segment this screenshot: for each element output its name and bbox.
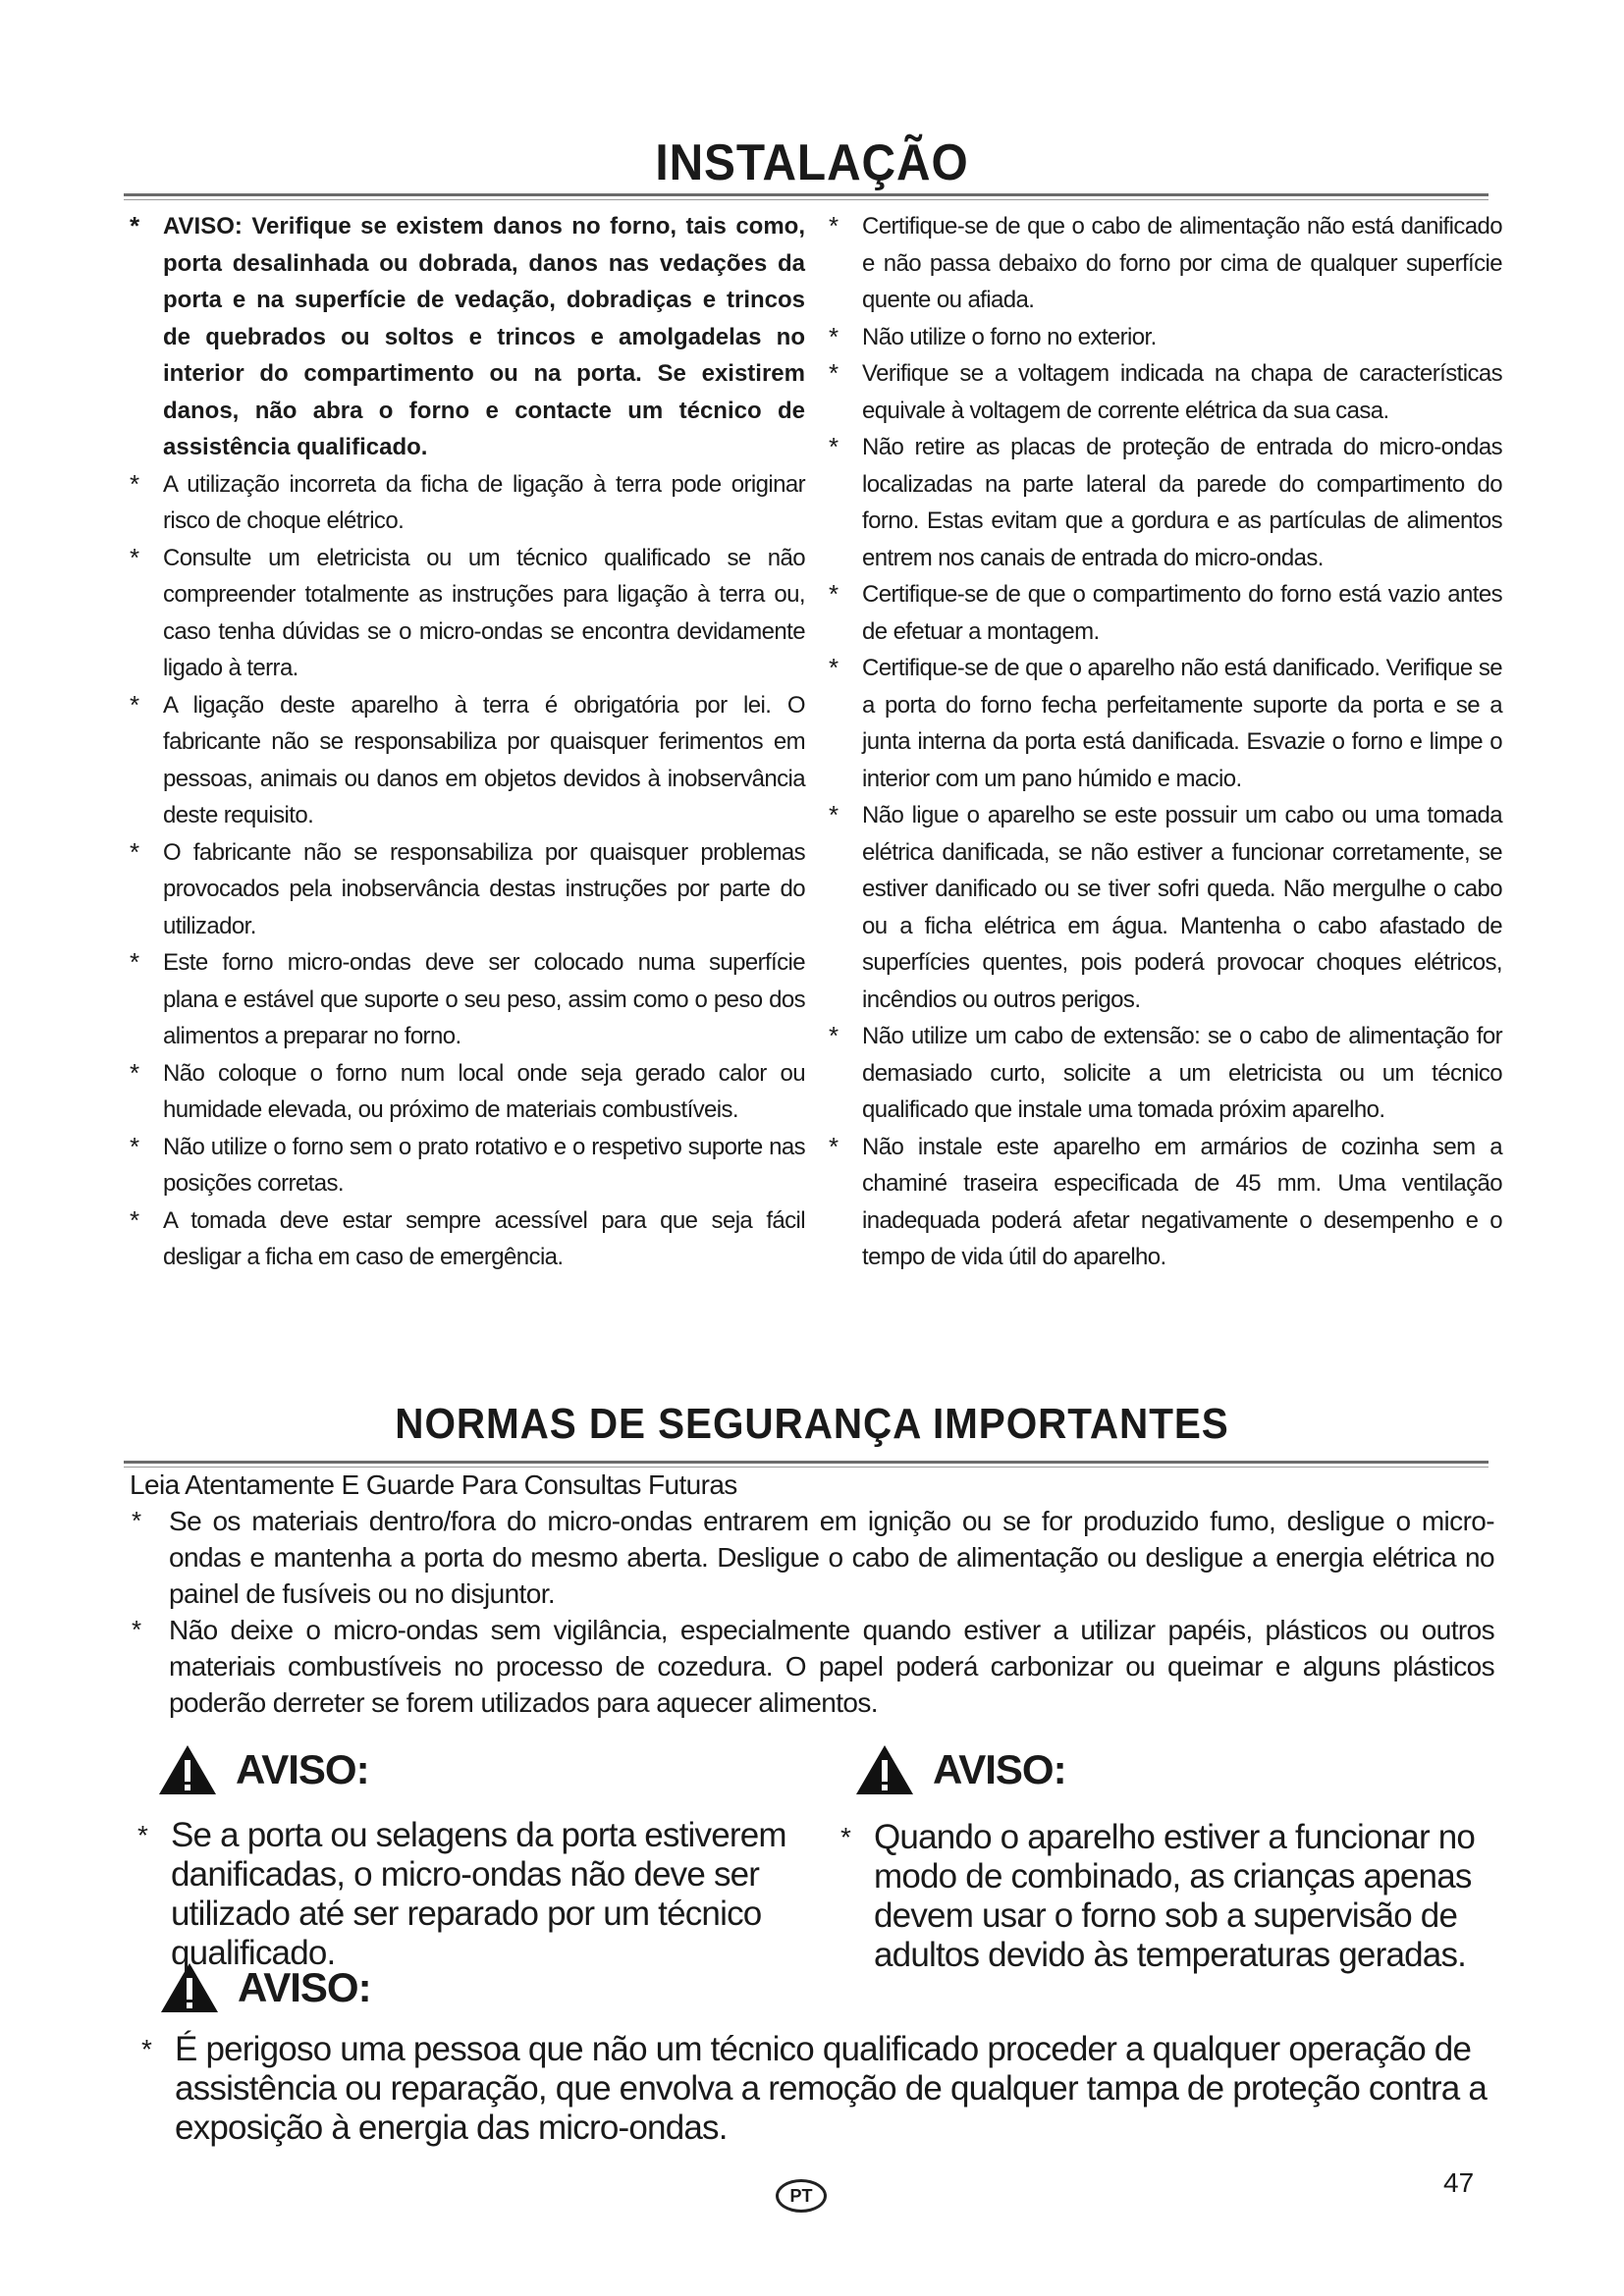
bullet-star: * — [130, 1057, 139, 1088]
list-item: * Verifique se a voltagem indicada na chapa de características equivale à voltagem de corrente elétrica da sua casa. — [825, 355, 1502, 429]
bullet-star: * — [130, 542, 139, 572]
bullet-star: * — [829, 1131, 839, 1161]
bullet-star: * — [829, 1021, 839, 1050]
bullet-star: * — [130, 1204, 139, 1235]
warning-text-block — [132, 1816, 809, 1973]
bullet-star: * — [829, 800, 839, 829]
safety-intro: Leia Atentamente E Guarde Para Consultas Futuras — [130, 1469, 737, 1500]
list-item: * Quando o aparelho estiver a funcionar no modo de combinado, as crianças apenas devem usar o forno sob a supervisão de adultos devido às temperaturas geradas. — [840, 1818, 1476, 1974]
warning-heading — [157, 1743, 369, 1796]
bullet-star: * — [130, 211, 140, 240]
bullet-star: * — [130, 468, 139, 499]
bullet-star: * — [829, 432, 839, 461]
warning-heading — [854, 1743, 1066, 1796]
warning-triangle-icon — [159, 1961, 220, 2014]
installation-right-column — [825, 208, 1502, 1276]
list-item: * É perigoso uma pessoa que não um técnico qualificado proceder a qualquer operação de assistência ou reparação, que envolva a remoção de qualquer tampa de proteção contra a exposição à energia das micro-ondas. — [141, 2030, 1487, 2147]
list-item: * Não ligue o aparelho se este possuir um cabo ou uma tomada elétrica danificada, se não estiver a funcionar corretamente, se estiver danificado ou se tiver sofri queda. Não mergulhe o cabo ou a ficha elétrica em água. Mantenha o cabo afastado de superfícies quentes, pois poderá provocar choques elétricos, incêndios ou outros perigos. — [825, 797, 1502, 1018]
safety-heading: NORMAS DE SEGURANÇA IMPORTANTES — [395, 1400, 1229, 1448]
bullet-star: * — [130, 947, 139, 977]
warning-triangle-icon — [854, 1743, 915, 1796]
bullet-star: * — [132, 1506, 141, 1535]
list-item: * Não retire as placas de proteção de entrada do micro-ondas localizadas na parte lateral da parede do compartimento do forno. Estas evitam que a gordura e as partículas de alimentos entrem nos canais de entrada do micro-ondas. — [825, 429, 1502, 576]
list-item: * Se a porta ou selagens da porta estiverem danificadas, o micro-ondas não deve ser utilizado até ser reparado por um técnico qualificado. — [137, 1816, 786, 1972]
bullet-star: * — [130, 689, 139, 720]
list-item: * Não utilize o forno sem o prato rotativo e o respetivo suporte nas posições corretas. — [126, 1129, 805, 1202]
bullet-star: * — [137, 1820, 148, 1850]
installation-heading: INSTALAÇÃO — [655, 134, 969, 191]
bullet-star: * — [829, 321, 839, 351]
bullet-star: * — [829, 211, 839, 240]
list-item: * AVISO: Verifique se existem danos no forno, tais como, porta desalinhada ou dobrada, danos nas vedações da porta e na superfície de vedação, dobradiças e trincos de quebrados ou soltos e trincos e amolgadelas no interior do compartimento ou na porta. Se existirem danos, não abra o forno e contacte um técnico de assistência qualificado. — [126, 208, 805, 466]
safety-section — [130, 1467, 1494, 1721]
warning-triangle-icon — [157, 1743, 218, 1796]
list-item: * Consulte um eletricista ou um técnico qualificado se não compreender totalmente as instruções para ligação à terra ou, caso tenha dúvidas se o micro-ondas se encontra devidamente ligado à terra. — [126, 540, 805, 687]
list-item: * Certifique-se de que o aparelho não está danificado. Verifique se a porta do forno fecha perfeitamente suporte da porta e se a junta interna da porta está danificada. Esvazie o forno e limpe o interior com um pano húmido e macio. — [825, 650, 1502, 797]
warning-title: AVISO: — [933, 1746, 1066, 1792]
list-item: * Certifique-se de que o cabo de alimentação não está danificado e não passa debaixo do forno por cima de qualquer superfície quente ou afiada. — [825, 208, 1502, 319]
bullet-star: * — [130, 1131, 139, 1161]
bullet-star: * — [130, 836, 139, 867]
warning-title: AVISO: — [236, 1746, 369, 1792]
installation-left-column — [126, 208, 805, 1276]
bullet-star: * — [840, 1822, 851, 1852]
list-item: * Se os materiais dentro/fora do micro-ondas entrarem em ignição ou se for produzido fumo, desligue o micro-ondas e mantenha a porta do mesmo aberta. Desligue o cabo de alimentação ou desligue a energia elétrica no painel de fusíveis ou no disjuntor. — [130, 1503, 1494, 1612]
bullet-star: * — [141, 2034, 152, 2064]
list-item: * A ligação deste aparelho à terra é obrigatória por lei. O fabricante não se responsabiliza por quaisquer ferimentos em pessoas, animais ou danos em objetos devidos à inobservância deste requisito. — [126, 687, 805, 834]
list-item: * Certifique-se de que o compartimento do forno está vazio antes de efetuar a montagem. — [825, 576, 1502, 650]
list-item: * Não utilize o forno no exterior. — [825, 319, 1502, 356]
bullet-star: * — [132, 1615, 141, 1644]
list-item: * Este forno micro-ondas deve ser colocado numa superfície plana e estável que suporte o seu peso, assim como o peso dos alimentos a preparar no forno. — [126, 944, 805, 1055]
list-item: * Não utilize um cabo de extensão: se o cabo de alimentação for demasiado curto, solicite a um eletricista ou um técnico qualificado que instale uma tomada próxim aparelho. — [825, 1018, 1502, 1129]
page-number: 47 — [1443, 2167, 1475, 2198]
warning-heading — [159, 1961, 371, 2014]
list-item: * Não coloque o forno num local onde seja gerado calor ou humidade elevada, ou próximo de materiais combustíveis. — [126, 1055, 805, 1129]
list-item: * Não instale este aparelho em armários de cozinha sem a chaminé traseira especificada de 45 mm. Uma ventilação inadequada poderá afetar negativamente o desempenho e o tempo de vida útil do aparelho. — [825, 1129, 1502, 1276]
list-item: * A utilização incorreta da ficha de ligação à terra pode originar risco de choque elétrico. — [126, 466, 805, 540]
bullet-star: * — [829, 653, 839, 682]
list-item: * Não deixe o micro-ondas sem vigilância, especialmente quando estiver a utilizar papéis, plásticos ou outros materiais combustíveis no processo de cozedura. O papel poderá carbonizar ou queimar e alguns plásticos poderão derreter se forem utilizados para aquecer alimentos. — [130, 1612, 1494, 1721]
warning-text-block — [835, 1818, 1512, 1975]
warning-text-block — [135, 2030, 1500, 2148]
bullet-star: * — [829, 579, 839, 609]
installation-divider — [124, 193, 1489, 200]
list-item: * O fabricante não se responsabiliza por quaisquer problemas provocados pela inobservância destas instruções por parte do utilizador. — [126, 834, 805, 945]
language-badge: PT — [776, 2179, 827, 2213]
list-item: * A tomada deve estar sempre acessível para que seja fácil desligar a ficha em caso de emergência. — [126, 1202, 805, 1276]
bullet-star: * — [829, 358, 839, 388]
warning-title: AVISO: — [238, 1964, 371, 2010]
